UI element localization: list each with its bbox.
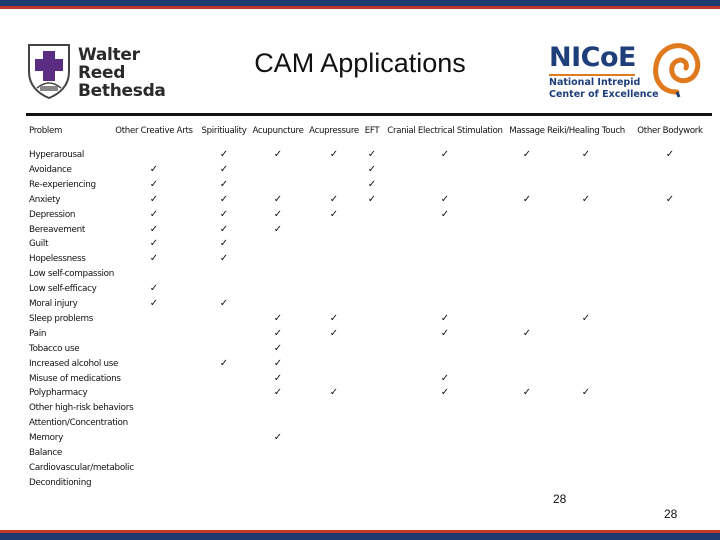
check-mark-icon: ✓ bbox=[440, 327, 450, 339]
check-mark-icon: ✓ bbox=[440, 208, 450, 220]
check-mark-icon: ✓ bbox=[522, 387, 532, 399]
check-mark-icon: ✓ bbox=[440, 149, 450, 160]
brain-spiral-icon bbox=[650, 40, 704, 98]
check-mark-icon: ✓ bbox=[367, 149, 377, 160]
check-mark-icon: ✓ bbox=[440, 312, 450, 324]
bottom-navy-stripe bbox=[0, 533, 720, 540]
column-header: Problem bbox=[29, 126, 63, 136]
row-label: Misuse of medications bbox=[29, 373, 121, 384]
check-mark-icon: ✓ bbox=[581, 312, 591, 324]
check-mark-icon: ✓ bbox=[273, 193, 283, 205]
check-mark-icon: ✓ bbox=[219, 238, 229, 250]
check-mark-icon: ✓ bbox=[273, 372, 283, 384]
nicoe-logo bbox=[546, 40, 706, 104]
row-label: Avoidance bbox=[29, 164, 72, 175]
row-label: Pain bbox=[29, 328, 47, 339]
check-mark-icon: ✓ bbox=[273, 149, 283, 160]
check-mark-icon: ✓ bbox=[440, 372, 450, 384]
column-header: Acupressure bbox=[309, 126, 359, 136]
check-mark-icon: ✓ bbox=[219, 253, 229, 265]
check-mark-icon: ✓ bbox=[149, 193, 159, 205]
check-mark-icon: ✓ bbox=[149, 163, 159, 175]
check-mark-icon: ✓ bbox=[219, 193, 229, 205]
column-header: Acupuncture bbox=[252, 126, 304, 136]
nicoe-underline bbox=[549, 74, 635, 76]
slide-title: CAM Applications bbox=[254, 48, 466, 78]
check-mark-icon: ✓ bbox=[329, 208, 339, 220]
check-mark-icon: ✓ bbox=[149, 223, 159, 235]
check-mark-icon: ✓ bbox=[329, 312, 339, 324]
check-mark-icon: ✓ bbox=[219, 223, 229, 235]
column-header: Massage bbox=[509, 126, 545, 136]
check-mark-icon: ✓ bbox=[273, 223, 283, 235]
check-mark-icon: ✓ bbox=[440, 387, 450, 399]
check-mark-icon: ✓ bbox=[219, 357, 229, 369]
check-mark-icon: ✓ bbox=[665, 149, 675, 160]
walter-reed-logo bbox=[26, 42, 186, 102]
slide-number-right: 28 bbox=[664, 507, 678, 521]
check-mark-icon: ✓ bbox=[273, 432, 283, 444]
column-header: Spiritiuality bbox=[201, 126, 247, 136]
check-mark-icon: ✓ bbox=[219, 178, 229, 190]
check-mark-icon: ✓ bbox=[219, 298, 229, 309]
slide-number-center: 28 bbox=[553, 492, 567, 506]
check-mark-icon: ✓ bbox=[149, 283, 159, 295]
column-header: Cranial Electrical Stimulation bbox=[387, 126, 503, 136]
top-red-stripe bbox=[0, 6, 720, 9]
row-label: Bereavement bbox=[29, 224, 85, 235]
check-mark-icon: ✓ bbox=[273, 387, 283, 399]
row-label: Cardiovascular/metabolic bbox=[29, 462, 134, 473]
check-mark-icon: ✓ bbox=[522, 149, 532, 160]
check-mark-icon: ✓ bbox=[367, 163, 377, 175]
check-mark-icon: ✓ bbox=[273, 208, 283, 220]
row-label: Attention/Concentration bbox=[29, 418, 128, 429]
check-mark-icon: ✓ bbox=[522, 193, 532, 205]
check-mark-icon: ✓ bbox=[581, 149, 591, 160]
column-header: Other Bodywork bbox=[637, 126, 703, 136]
check-mark-icon: ✓ bbox=[273, 342, 283, 354]
check-mark-icon: ✓ bbox=[329, 149, 339, 160]
check-mark-icon: ✓ bbox=[665, 193, 675, 205]
check-mark-icon: ✓ bbox=[329, 387, 339, 399]
row-label: Hyperarousal bbox=[29, 150, 85, 160]
row-label: Deconditioning bbox=[29, 477, 92, 488]
nicoe-wordmark: NICoE bbox=[549, 42, 636, 73]
check-mark-icon: ✓ bbox=[329, 327, 339, 339]
check-mark-icon: ✓ bbox=[522, 327, 532, 339]
header-divider bbox=[26, 113, 712, 116]
check-mark-icon: ✓ bbox=[329, 193, 339, 205]
row-label: Moral injury bbox=[29, 299, 78, 309]
check-mark-icon: ✓ bbox=[581, 193, 591, 205]
row-label: Anxiety bbox=[29, 194, 61, 205]
row-label: Increased alcohol use bbox=[29, 358, 119, 369]
walter-reed-wordmark bbox=[78, 46, 186, 100]
cam-applications-table bbox=[26, 126, 712, 486]
row-label: Balance bbox=[29, 448, 62, 458]
row-label: Hopelessness bbox=[29, 254, 86, 265]
column-header: EFT bbox=[364, 126, 380, 136]
row-label: Low self-efficacy bbox=[29, 284, 97, 295]
row-label: Depression bbox=[29, 209, 76, 220]
check-mark-icon: ✓ bbox=[273, 312, 283, 324]
row-label: Polypharmacy bbox=[29, 388, 88, 399]
check-mark-icon: ✓ bbox=[149, 298, 159, 309]
column-header: Other Creative Arts bbox=[115, 126, 193, 136]
check-mark-icon: ✓ bbox=[149, 253, 159, 265]
bottom-accent-bar bbox=[0, 530, 720, 540]
row-label: Memory bbox=[29, 433, 63, 444]
check-mark-icon: ✓ bbox=[219, 149, 229, 160]
row-label: Re-experiencing bbox=[29, 179, 96, 190]
check-mark-icon: ✓ bbox=[273, 327, 283, 339]
column-header: Reiki/Healing Touch bbox=[547, 126, 625, 136]
check-mark-icon: ✓ bbox=[367, 193, 377, 205]
row-label: Low self-compassion bbox=[29, 269, 114, 280]
row-label: Other high-risk behaviors bbox=[29, 403, 134, 414]
check-mark-icon: ✓ bbox=[149, 208, 159, 220]
check-mark-icon: ✓ bbox=[219, 163, 229, 175]
shield-cross-icon bbox=[26, 42, 72, 100]
row-label: Guilt bbox=[29, 239, 49, 250]
walter-reed-line1: Walter Reed bbox=[78, 45, 140, 83]
check-mark-icon: ✓ bbox=[440, 193, 450, 205]
check-mark-icon: ✓ bbox=[581, 387, 591, 399]
nicoe-subtitle-line2: Center of Excellence bbox=[549, 89, 659, 100]
row-label: Tobacco use bbox=[29, 343, 80, 354]
check-mark-icon: ✓ bbox=[149, 178, 159, 190]
nicoe-subtitle-line1: National Intrepid bbox=[549, 77, 641, 88]
check-mark-icon: ✓ bbox=[219, 208, 229, 220]
walter-reed-line2: Bethesda bbox=[78, 81, 166, 101]
check-mark-icon: ✓ bbox=[367, 178, 377, 190]
top-accent-bar bbox=[0, 0, 720, 10]
check-mark-icon: ✓ bbox=[273, 357, 283, 369]
row-label: Sleep problems bbox=[29, 313, 94, 324]
check-mark-icon: ✓ bbox=[149, 238, 159, 250]
